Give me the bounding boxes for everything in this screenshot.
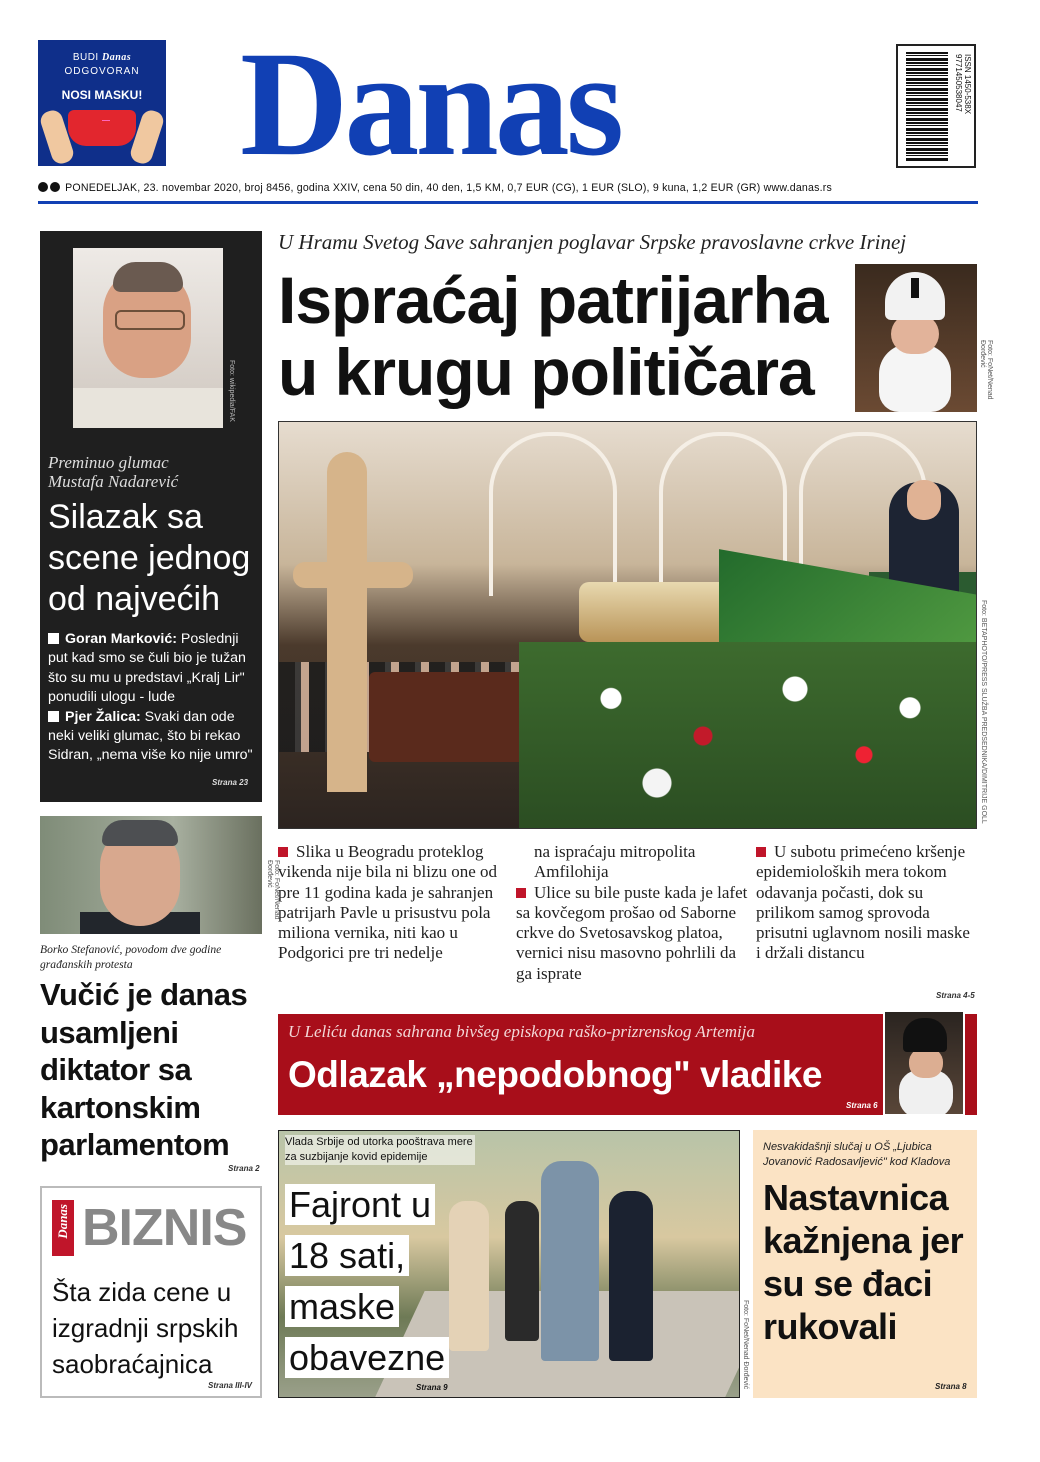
- main-bullet-col-2: [516, 842, 748, 984]
- artemije-kicker: U Leliću danas sahrana bivšeg episkopa raško-prizrenskog Artemija: [288, 1022, 755, 1041]
- actor-kicker-line2: Mustafa Nadarević: [48, 472, 179, 491]
- covid-kicker: Vlada Srbije od utorka pooštrava mere za suzbijanje kovid epidemije: [285, 1135, 475, 1165]
- artemije-photo[interactable]: [883, 1010, 965, 1116]
- barcode-text: ISSN 1450-538X 9771450538047: [954, 54, 972, 115]
- patriarch-photo[interactable]: [855, 264, 977, 412]
- promo-line1-prefix: BUDI: [72, 52, 99, 63]
- actor-headline[interactable]: Silazak sa scene jednog od najvećih: [48, 498, 251, 618]
- teacher-page-ref: Strana 8: [935, 1382, 967, 1391]
- main-bullets: [278, 842, 978, 1002]
- bullet-dot-icon: [50, 182, 60, 192]
- wooden-cross-icon: [327, 452, 367, 792]
- actor-bullet-1: [48, 630, 260, 708]
- bullet-square-icon: [48, 633, 59, 644]
- actor-kicker-line1: Preminuo glumac: [48, 453, 169, 472]
- barcode: [896, 44, 976, 168]
- actor-bullets: [48, 630, 260, 766]
- main-bullet-col-1: [278, 842, 510, 964]
- borko-photo[interactable]: [40, 816, 262, 934]
- mask-promo-box: [38, 40, 166, 166]
- main-page-ref: Strana 4-5: [936, 991, 975, 1000]
- bullet-text: Poslednji put kad smo se čuli bio je tužan što su mu u predstavi „Kralj Lir" ponudili ulogu - lude: [48, 631, 246, 706]
- artemije-headline: Odlazak „nepodobnog" vladike: [288, 1054, 822, 1095]
- borko-headline[interactable]: Vučić je danas usamljeni diktator sa kartonskim parlamentom: [40, 977, 248, 1162]
- main-headline[interactable]: [278, 264, 858, 408]
- actor-photo[interactable]: [73, 248, 223, 428]
- main-bullet-3: U subotu primećeno kršenje epidemioloških mera tokom odavanja počasti, dok su prilikom samog sprovoda prisutni uglavnom nosili maske i držali distancu: [756, 842, 970, 963]
- borko-page-ref: Strana 2: [228, 1164, 260, 1173]
- biznis-box[interactable]: [40, 1186, 262, 1398]
- teacher-story-box[interactable]: [753, 1130, 977, 1398]
- dateline-text: PONEDELJAK, 23. novembar 2020, broj 8456, godina XXIV, cena 50 din, 40 den, 1,5 KM, 0,7 EUR (CG), 1 EUR (SLO), 9 kuna, 1,2 EUR (GR) www.danas.rs: [65, 182, 832, 194]
- actor-bullet-2: [48, 708, 260, 766]
- funeral-photo[interactable]: [278, 421, 977, 829]
- biznis-title: BIZNIS: [82, 1199, 247, 1257]
- promo-line3: NOSI MASKU!: [61, 88, 143, 102]
- biznis-headline[interactable]: Šta zida cene u izgradnji srpskih saobraćajnica: [52, 1277, 239, 1379]
- borko-photo-credit: Foto: FoNet/Nenad Đorđević: [266, 860, 280, 920]
- bullet-text: Svaki dan ode neki veliki glumac, što bi rekao Sidran, „nema više ko nije umro": [48, 708, 253, 764]
- bullet-square-icon: [516, 888, 526, 898]
- main-bullet-1: Slika u Beogradu proteklog vikenda nije bila ni blizu one od pre 11 godina kada je sahranjen patrijarh Pavle u prisustvu pola miliona vernika, niti kao u Podgorici pre tri nedelje: [278, 842, 498, 963]
- main-kicker: U Hramu Svetog Save sahranjen poglavar Srpske pravoslavne crkve Irinej: [278, 230, 907, 254]
- biznis-page-ref: Strana III-IV: [208, 1381, 253, 1390]
- bullet-dot-icon: [38, 182, 48, 192]
- promo-line2: ODGOVORAN: [64, 66, 140, 77]
- covid-page-ref: Strana 9: [416, 1383, 448, 1392]
- bullet-square-icon: [756, 847, 766, 857]
- promo-brand: Danas: [102, 52, 132, 63]
- borko-kicker: Borko Stefanović, povodom dve godine građanskih protesta: [40, 943, 222, 971]
- face-mask-icon: [68, 110, 136, 146]
- main-bullet-col-3: [756, 842, 978, 964]
- artemije-page-ref: Strana 6: [846, 1101, 878, 1110]
- bullet-author: Goran Marković:: [65, 631, 177, 647]
- actor-photo-credit: Foto: wikipedia/FAK: [228, 360, 235, 422]
- newspaper-logo: Danas: [240, 21, 621, 187]
- patriarch-photo-credit: Foto: FoNet/Nenad Đorđević: [979, 340, 993, 400]
- teacher-kicker: Nesvakidašnji slučaj u OŠ „Ljubica Jovanović Radosavljević" kod Kladova: [763, 1141, 951, 1168]
- main-bullet-2: Ulice su bile puste kada je lafet sa kovčegom prošao od Saborne crkve do Svetosavskog platoa, vernici nisu masovno pohrlili da ga isprate: [516, 882, 748, 983]
- covid-headline: Fajront u 18 sati, maske obavezne: [285, 1179, 455, 1383]
- main-headline-line1: Ispraćaj patrijarha: [278, 263, 828, 337]
- main-headline-line2: u krugu političara: [278, 335, 814, 409]
- actor-kicker: [48, 453, 258, 491]
- funeral-photo-credit: Foto: BETAPHOTO/PRESS SLUŽBA PREDSEDNIKA/DIMITRIJE GOLL: [980, 600, 987, 824]
- barcode-bars-icon: [906, 52, 948, 162]
- bullet-author: Pjer Žalica:: [65, 708, 141, 725]
- cross-icon: [911, 278, 919, 298]
- covid-measures-box[interactable]: [278, 1130, 740, 1398]
- actor-page-ref: Strana 23: [212, 778, 249, 787]
- artemije-banner[interactable]: [278, 1014, 977, 1115]
- main-bullet-1-cont: na ispraćaju mitropolita Amfilohija: [534, 842, 696, 882]
- danas-tab-logo: Danas: [52, 1200, 74, 1256]
- bullet-square-icon: [48, 711, 59, 722]
- masthead-divider: [38, 201, 978, 204]
- bullet-square-icon: [278, 847, 288, 857]
- teacher-headline: Nastavnica kažnjena jer su se đaci rukovali: [763, 1177, 964, 1347]
- covid-photo-credit: Foto: FoNet/Nenad Đorđević: [742, 1300, 749, 1390]
- dateline: [38, 182, 978, 200]
